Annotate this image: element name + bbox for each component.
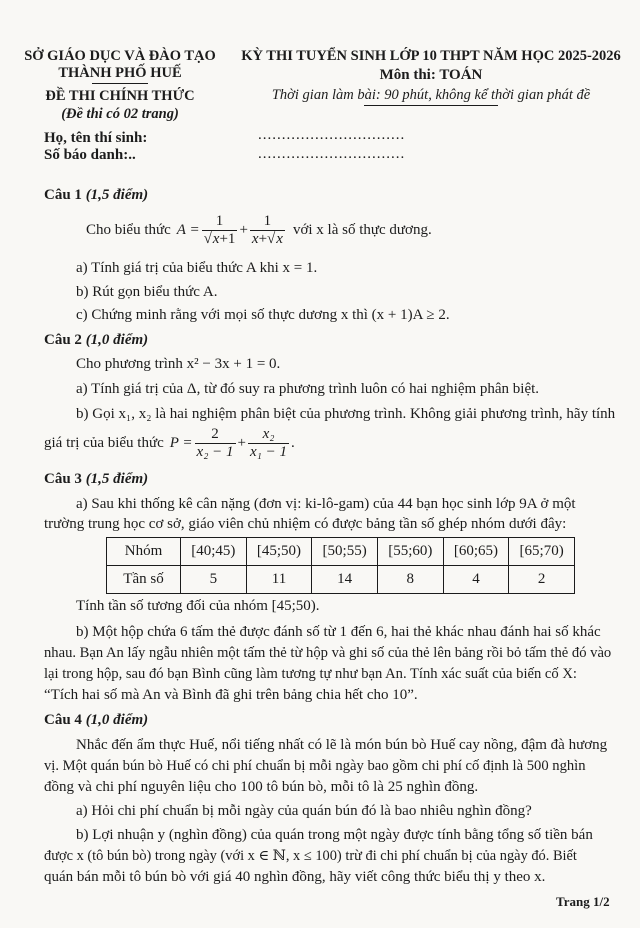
official-exam-label: ĐỀ THI CHÍNH THỨC: [45, 88, 195, 104]
candidate-id-label: Số báo danh:..: [44, 147, 136, 163]
question-4a: a) Hỏi chi phí chuẩn bị mỗi ngày của quán bún đó là bao nhiêu nghìn đồng?: [76, 803, 532, 819]
table-cell-group: [40;45): [181, 538, 247, 566]
question-3a-line2: trường trung học cơ sở, giáo viên chủ nhiệm có được bảng tần số ghép nhóm dưới đây:: [44, 516, 567, 532]
question-1-title: Câu 1: [44, 187, 82, 203]
header-divider-left: [92, 83, 148, 84]
question-1-condition: với x là số thực dương.: [292, 221, 432, 238]
table-row2-label: Tần số: [107, 566, 181, 594]
table-cell-frequency: 8: [377, 566, 443, 594]
expr-a-lhs: A =: [176, 221, 200, 238]
fraction-2-numerator: 1: [250, 213, 285, 231]
question-3a-ask: Tính tần số tương đối của nhóm [45;50).: [76, 598, 320, 614]
table-row1-label: Nhóm: [107, 538, 181, 566]
question-4-heading: [44, 712, 148, 729]
table-cell-group: [60;65): [443, 538, 509, 566]
table-cell-group: [65;70): [509, 538, 575, 566]
question-3b-line2: nhau. Bạn An lấy ngẫu nhiên một tấm thẻ từ hộp và ghi số của thẻ lên bảng rồi bỏ tấm thẻ đó vào: [44, 645, 612, 661]
question-2-heading: [44, 332, 148, 349]
question-3b-line1: b) Một hộp chứa 6 tấm thẻ được đánh số từ 1 đến 6, hai thẻ khác nhau đánh hai số khác: [76, 624, 601, 640]
table-cell-frequency: 11: [246, 566, 312, 594]
candidate-id-field: ...............................: [258, 146, 406, 162]
question-4-points: (1,0 điểm): [85, 712, 149, 728]
question-2a: a) Tính giá trị của Δ, từ đó suy ra phương trình luôn có hai nghiệm phân biệt.: [76, 381, 540, 397]
question-2-intro: Cho phương trình x² − 3x + 1 = 0.: [76, 356, 281, 372]
page-number: Trang 1/2: [556, 894, 610, 909]
expression-end: .: [291, 434, 295, 451]
subject-name: Môn thi: TOÁN: [379, 67, 483, 83]
question-3-points: (1,5 điểm): [85, 471, 149, 487]
time-allowed: Thời gian làm bài: 90 phút, không kể thời gian phát đề: [271, 87, 591, 103]
question-4-para-line3: đồng và chi phí nguyên liệu cho 100 tô bún bò, mỗi tô là 25 nghìn đồng.: [44, 779, 479, 795]
candidate-name-label: Họ, tên thí sinh:: [44, 130, 148, 146]
question-3b-line4: “Tích hai số mà An và Bình đã ghi trên bảng chia hết cho 10”.: [44, 687, 418, 703]
question-4b-line1: b) Lợi nhuận y (nghìn đồng) của quán trong một ngày được tính bằng tổng số tiền bán: [76, 827, 593, 843]
fraction-1-denominator: √x+1: [203, 230, 236, 247]
exam-title: KỲ THI TUYỂN SINH LỚP 10 THPT NĂM HỌC 2025-2026: [241, 48, 621, 64]
fraction-p2-denominator: x₁ − 1: [250, 443, 287, 460]
department-name: SỞ GIÁO DỤC VÀ ĐÀO TẠO: [24, 48, 216, 64]
question-1a: a) Tính giá trị của biểu thức A khi x = 1.: [76, 260, 318, 276]
question-1b: b) Rút gọn biểu thức A.: [76, 284, 218, 300]
table-cell-group: [50;55): [312, 538, 378, 566]
question-4-para-line2: vị. Một quán bún bò Huế có chi phí chuẩn bị mỗi ngày bao gồm chi phí cố định là 500 nghìn: [44, 758, 586, 774]
question-4-para-line1: Nhắc đến ẩm thực Huế, nổi tiếng nhất có lẽ là món bún bò Huế cay nồng, đậm đà hương: [76, 737, 608, 753]
question-1-points: (1,5 điểm): [85, 187, 149, 203]
table-cell-frequency: 4: [443, 566, 509, 594]
question-4b-line2: được x (tô bún bò) trong ngày (với x ∈ ℕ, x ≤ 100) trừ đi chi phí chuẩn bị của ngày đó. Biết: [44, 848, 577, 864]
plus-sign-2: +: [237, 434, 246, 451]
question-2-points: (1,0 điểm): [85, 332, 149, 348]
fraction-p1-numerator: 2: [195, 426, 236, 444]
question-3a-line1: a) Sau khi thống kê cân nặng (đơn vị: ki-lô-gam) của 44 bạn học sinh lớp 9A ở một: [76, 496, 576, 512]
table-row-groups: [107, 538, 575, 566]
question-1-heading: [44, 187, 148, 204]
header-divider-right: [364, 105, 498, 106]
fraction-p1-denominator: x₂ − 1: [196, 443, 234, 460]
table-cell-group: [45;50): [246, 538, 312, 566]
question-3-title: Câu 3: [44, 471, 82, 487]
question-1-intro: Cho biểu thức: [86, 221, 171, 238]
question-4b-line3: quán bán mỗi tô bún bò với giá 40 nghìn đồng, hãy viết công thức biểu thị y theo x.: [44, 869, 546, 885]
question-2b-cont: giá trị của biểu thức: [44, 434, 164, 451]
question-4-title: Câu 4: [44, 712, 82, 728]
candidate-name-field: ...............................: [258, 127, 406, 143]
question-2b: b) Gọi x₁, x₂ là hai nghiệm phân biệt của phương trình. Không giải phương trình, hãy tính: [76, 406, 616, 422]
fraction-p1: [195, 426, 236, 461]
question-3b-line3: lại trong hộp, sau đó bạn Bình cũng làm tương tự như bạn An. Tính xác suất của biến cố X:: [44, 666, 577, 682]
table-cell-frequency: 14: [312, 566, 378, 594]
table-row-frequencies: [107, 566, 575, 594]
frequency-table: [106, 537, 575, 594]
question-2-title: Câu 2: [44, 332, 82, 348]
question-1c: c) Chứng minh rằng với mọi số thực dương x thì (x + 1)A ≥ 2.: [76, 307, 450, 323]
table-cell-group: [55;60): [377, 538, 443, 566]
fraction-p2-numerator: x₂: [248, 426, 289, 444]
fraction-2: [250, 213, 285, 248]
table-cell-frequency: 2: [509, 566, 575, 594]
fraction-1: [202, 213, 238, 248]
page-count-note: (Đề thi có 02 trang): [61, 106, 179, 122]
question-3-heading: [44, 471, 148, 488]
table-cell-frequency: 5: [181, 566, 247, 594]
fraction-2-denominator: x+√x: [251, 230, 283, 247]
question-1-expression: [86, 212, 432, 248]
city-name: THÀNH PHỐ HUẾ: [58, 65, 182, 81]
plus-sign: +: [239, 221, 248, 238]
expr-p-lhs: P =: [169, 434, 193, 451]
question-2b-expression: [44, 424, 295, 462]
fraction-p2: [248, 426, 289, 461]
fraction-1-numerator: 1: [202, 213, 238, 231]
